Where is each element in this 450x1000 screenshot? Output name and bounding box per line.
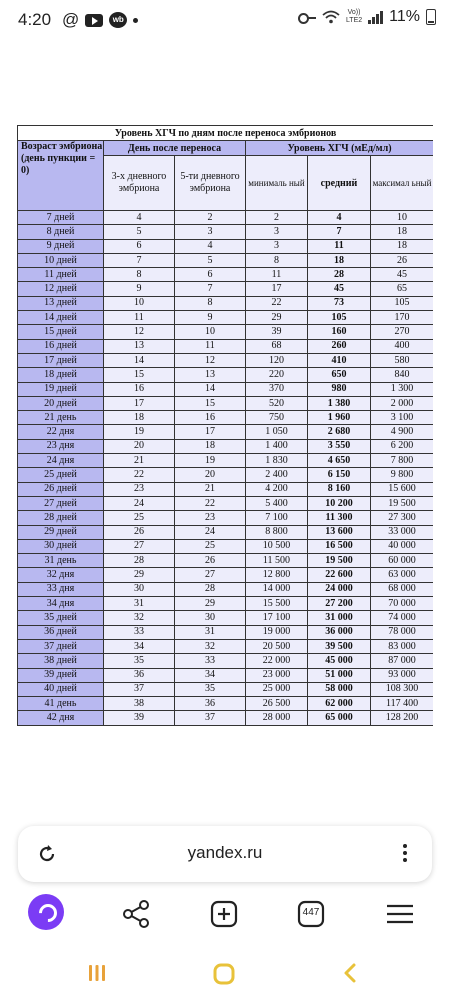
cell-age: 39 дней [18,668,104,682]
cell-day3: 19 [104,425,175,439]
cell-day5: 17 [175,425,246,439]
cell-avg: 65 000 [308,711,371,725]
cell-age: 22 дня [18,425,104,439]
cell-day3: 24 [104,496,175,510]
cell-avg: 410 [308,353,371,367]
back-icon[interactable] [340,962,360,984]
clock: 4:20 [18,10,52,29]
cell-day5: 8 [175,296,246,310]
cell-avg: 650 [308,368,371,382]
cell-max: 26 [371,253,434,267]
cell-min: 3 [246,239,308,253]
cell-max: 170 [371,311,434,325]
cell-age: 24 дня [18,454,104,468]
cell-avg: 11 [308,239,371,253]
cell-day5: 28 [175,582,246,596]
cell-age: 28 дней [18,511,104,525]
cell-avg: 16 500 [308,539,371,553]
hcg-table-image[interactable] [17,125,433,727]
cell-min: 19 000 [246,625,308,639]
cell-max: 65 [371,282,434,296]
cell-age: 34 дня [18,597,104,611]
cell-age: 41 день [18,697,104,711]
table-row [18,382,434,396]
cell-day3: 23 [104,482,175,496]
cell-age: 42 дня [18,711,104,725]
header-day-group: День после переноса [104,141,246,156]
recent-apps-icon[interactable] [86,962,108,984]
system-icons [298,8,436,26]
cell-age: 26 дней [18,482,104,496]
cell-avg: 24 000 [308,582,371,596]
cell-min: 2 400 [246,468,308,482]
cell-min: 4 200 [246,482,308,496]
cell-day5: 14 [175,382,246,396]
cell-min: 520 [246,396,308,410]
cell-max: 7 800 [371,454,434,468]
cell-min: 29 [246,311,308,325]
header-day3: 3-х дневного эмбриона [104,156,175,211]
cell-min: 5 400 [246,496,308,510]
cell-day5: 34 [175,668,246,682]
cell-day5: 21 [175,482,246,496]
cell-age: 15 дней [18,325,104,339]
cell-avg: 7 [308,225,371,239]
cell-max: 18 [371,239,434,253]
cell-age: 16 дней [18,339,104,353]
table-body [18,211,434,726]
table-row [18,225,434,239]
table-row [18,411,434,425]
cell-max: 840 [371,368,434,382]
cell-max: 10 [371,211,434,225]
cell-min: 370 [246,382,308,396]
table-row [18,311,434,325]
cell-age: 19 дней [18,382,104,396]
cell-max: 105 [371,296,434,310]
cell-min: 220 [246,368,308,382]
table-row [18,554,434,568]
cell-age: 7 дней [18,211,104,225]
cell-avg: 8 160 [308,482,371,496]
url-text[interactable]: yandex.ru [187,843,263,862]
cell-min: 22 [246,296,308,310]
cell-day3: 31 [104,597,175,611]
cell-age: 11 дней [18,268,104,282]
cell-min: 11 500 [246,554,308,568]
cell-day3: 21 [104,454,175,468]
cell-avg: 45 [308,282,371,296]
cell-max: 108 300 [371,682,434,696]
table-row [18,668,434,682]
cell-max: 63 000 [371,568,434,582]
cell-max: 19 500 [371,496,434,510]
cell-day3: 16 [104,382,175,396]
cell-age: 21 день [18,411,104,425]
cell-avg: 28 [308,268,371,282]
cell-min: 3 [246,225,308,239]
cell-day5: 15 [175,396,246,410]
cell-max: 70 000 [371,597,434,611]
youtube-icon [85,14,103,27]
cell-day3: 36 [104,668,175,682]
cell-day3: 29 [104,568,175,582]
cell-day5: 37 [175,711,246,725]
cell-avg: 980 [308,382,371,396]
cell-age: 38 дней [18,654,104,668]
cell-day3: 7 [104,253,175,267]
cell-day3: 22 [104,468,175,482]
cell-avg: 36 000 [308,625,371,639]
lte-indicator [346,9,362,25]
cell-day3: 25 [104,511,175,525]
cell-day3: 17 [104,396,175,410]
cell-day3: 30 [104,582,175,596]
tabs-button[interactable] [291,892,331,936]
cell-avg: 39 500 [308,639,371,653]
cell-day5: 3 [175,225,246,239]
cell-max: 40 000 [371,539,434,553]
wildberries-icon: wb [109,12,127,28]
hamburger-menu-icon[interactable] [380,892,420,936]
more-menu-icon[interactable] [402,842,408,866]
cell-age: 25 дней [18,468,104,482]
table-row [18,639,434,653]
cell-min: 17 100 [246,611,308,625]
cell-min: 8 [246,253,308,267]
cell-day5: 2 [175,211,246,225]
cell-age: 36 дней [18,625,104,639]
cell-age: 14 дней [18,311,104,325]
cell-day5: 13 [175,368,246,382]
cell-avg: 58 000 [308,682,371,696]
table-row [18,425,434,439]
cell-day3: 13 [104,339,175,353]
cell-day3: 4 [104,211,175,225]
table-row [18,525,434,539]
table-row [18,511,434,525]
header-max: максимал ьный [371,156,434,211]
table-row [18,282,434,296]
header-hcg-group: Уровень ХГЧ (мЕд/мл) [246,141,434,156]
cell-age: 33 дня [18,582,104,596]
cell-min: 7 100 [246,511,308,525]
cell-age: 8 дней [18,225,104,239]
status-bar [0,0,450,42]
cell-day5: 25 [175,539,246,553]
cell-avg: 1 960 [308,411,371,425]
cell-avg: 31 000 [308,611,371,625]
cell-min: 14 000 [246,582,308,596]
table-row [18,697,434,711]
table-row [18,325,434,339]
table-row [18,239,434,253]
cell-max: 74 000 [371,611,434,625]
table-row [18,625,434,639]
cell-avg: 27 200 [308,597,371,611]
cell-day5: 35 [175,682,246,696]
cell-min: 1 050 [246,425,308,439]
cell-max: 60 000 [371,554,434,568]
alice-assistant-icon[interactable] [28,894,64,930]
cell-avg: 10 200 [308,496,371,510]
cell-min: 15 500 [246,597,308,611]
cell-max: 270 [371,325,434,339]
home-icon[interactable] [212,962,236,986]
cell-day5: 9 [175,311,246,325]
cell-min: 12 800 [246,568,308,582]
cell-max: 4 900 [371,425,434,439]
key-icon [298,12,316,22]
cell-age: 40 дней [18,682,104,696]
cell-avg: 51 000 [308,668,371,682]
cell-day5: 33 [175,654,246,668]
cell-max: 27 300 [371,511,434,525]
wifi-icon [322,10,340,24]
table-row [18,439,434,453]
cell-min: 1 400 [246,439,308,453]
cell-day3: 10 [104,296,175,310]
table-row [18,454,434,468]
cell-max: 83 000 [371,639,434,653]
cell-age: 27 дней [18,496,104,510]
cell-min: 2 [246,211,308,225]
cell-avg: 13 600 [308,525,371,539]
table-row [18,268,434,282]
cell-day5: 24 [175,525,246,539]
table-row [18,611,434,625]
table-row [18,539,434,553]
cell-day5: 26 [175,554,246,568]
cell-day3: 12 [104,325,175,339]
cell-day3: 14 [104,353,175,367]
table-row [18,253,434,267]
cell-max: 87 000 [371,654,434,668]
cell-age: 9 дней [18,239,104,253]
cell-min: 8 800 [246,525,308,539]
cell-avg: 18 [308,253,371,267]
table-row [18,211,434,225]
cell-min: 1 830 [246,454,308,468]
table-row [18,597,434,611]
cell-day5: 19 [175,454,246,468]
cell-day3: 15 [104,368,175,382]
cell-day5: 6 [175,268,246,282]
address-bar[interactable] [18,826,432,882]
cell-avg: 260 [308,339,371,353]
cell-day3: 38 [104,697,175,711]
cell-max: 45 [371,268,434,282]
cell-day3: 5 [104,225,175,239]
battery-percent: 11% [389,8,420,25]
cell-day5: 11 [175,339,246,353]
cell-min: 20 500 [246,639,308,653]
cell-max: 2 000 [371,396,434,410]
lte-top-label: Vo)) [347,9,361,16]
cell-day5: 27 [175,568,246,582]
lte-bottom-label: LTE2 [345,17,363,24]
table-row [18,353,434,367]
cell-day5: 7 [175,282,246,296]
cell-day3: 20 [104,439,175,453]
cell-age: 23 дня [18,439,104,453]
cell-max: 9 800 [371,468,434,482]
cell-max: 3 100 [371,411,434,425]
cell-max: 15 600 [371,482,434,496]
cell-avg: 11 300 [308,511,371,525]
cell-avg: 1 380 [308,396,371,410]
table-row [18,711,434,725]
cell-avg: 2 680 [308,425,371,439]
cell-min: 120 [246,353,308,367]
cell-age: 18 дней [18,368,104,382]
table-row [18,682,434,696]
cell-avg: 19 500 [308,554,371,568]
cell-max: 117 400 [371,697,434,711]
cell-age: 13 дней [18,296,104,310]
header-avg: средний [308,156,371,211]
cell-avg: 6 150 [308,468,371,482]
cell-day3: 28 [104,554,175,568]
cell-day5: 10 [175,325,246,339]
cell-day3: 26 [104,525,175,539]
system-navigation [0,950,450,1000]
cell-age: 37 дней [18,639,104,653]
cell-day5: 22 [175,496,246,510]
cell-age: 35 дней [18,611,104,625]
signal-icon [368,10,383,24]
cell-day3: 11 [104,311,175,325]
cell-max: 78 000 [371,625,434,639]
table-row [18,368,434,382]
cell-max: 128 200 [371,711,434,725]
table-row [18,582,434,596]
table-row [18,339,434,353]
header-min: минималь ный [246,156,308,211]
cell-avg: 105 [308,311,371,325]
table-row [18,468,434,482]
cell-min: 10 500 [246,539,308,553]
cell-min: 28 000 [246,711,308,725]
browser-toolbar [0,892,450,942]
cell-day5: 30 [175,611,246,625]
cell-day5: 29 [175,597,246,611]
table-row [18,568,434,582]
table-row [18,496,434,510]
cell-min: 17 [246,282,308,296]
cell-age: 31 день [18,554,104,568]
cell-day3: 9 [104,282,175,296]
cell-age: 17 дней [18,353,104,367]
cell-age: 10 дней [18,253,104,267]
cell-day5: 4 [175,239,246,253]
cell-day5: 12 [175,353,246,367]
cell-day3: 33 [104,625,175,639]
cell-avg: 45 000 [308,654,371,668]
cell-max: 93 000 [371,668,434,682]
cell-day5: 5 [175,253,246,267]
table-row [18,654,434,668]
cell-min: 23 000 [246,668,308,682]
cell-max: 580 [371,353,434,367]
cell-day5: 18 [175,439,246,453]
tab-count: 447 [302,907,320,918]
cell-max: 18 [371,225,434,239]
cell-avg: 62 000 [308,697,371,711]
cell-max: 33 000 [371,525,434,539]
cell-day5: 16 [175,411,246,425]
cell-min: 750 [246,411,308,425]
cell-min: 26 500 [246,697,308,711]
cell-min: 39 [246,325,308,339]
battery-icon [426,9,436,25]
cell-day3: 8 [104,268,175,282]
cell-min: 22 000 [246,654,308,668]
cell-day3: 34 [104,639,175,653]
hcg-table [17,125,433,726]
more-notifications-icon [133,18,138,23]
table-row [18,482,434,496]
cell-day3: 27 [104,539,175,553]
new-tab-icon[interactable] [204,892,244,936]
cell-avg: 4 [308,211,371,225]
cell-avg: 4 650 [308,454,371,468]
header-day5: 5-ти дневного эмбриона [175,156,246,211]
cell-day3: 18 [104,411,175,425]
table-caption: Уровень ХГЧ по дням после переноса эмбрионов [18,126,434,141]
notification-icons [62,10,138,30]
cell-day3: 39 [104,711,175,725]
cell-avg: 73 [308,296,371,310]
cell-day3: 35 [104,654,175,668]
cell-day5: 36 [175,697,246,711]
table-row [18,396,434,410]
header-age: Возраст эмбриона (день пункции = 0) [18,141,104,211]
cell-min: 11 [246,268,308,282]
cell-day5: 20 [175,468,246,482]
cell-age: 20 дней [18,396,104,410]
cell-age: 30 дней [18,539,104,553]
cell-day5: 31 [175,625,246,639]
cell-avg: 22 600 [308,568,371,582]
cell-day5: 23 [175,511,246,525]
cell-max: 400 [371,339,434,353]
cell-day5: 32 [175,639,246,653]
cell-day3: 37 [104,682,175,696]
cell-max: 68 000 [371,582,434,596]
cell-age: 12 дней [18,282,104,296]
cell-age: 29 дней [18,525,104,539]
table-row [18,296,434,310]
share-icon[interactable] [116,892,156,936]
cell-min: 25 000 [246,682,308,696]
cell-age: 32 дня [18,568,104,582]
cell-avg: 160 [308,325,371,339]
cell-day3: 6 [104,239,175,253]
cell-avg: 3 550 [308,439,371,453]
email-icon: @ [62,10,80,29]
cell-max: 6 200 [371,439,434,453]
cell-min: 68 [246,339,308,353]
cell-day3: 32 [104,611,175,625]
cell-max: 1 300 [371,382,434,396]
